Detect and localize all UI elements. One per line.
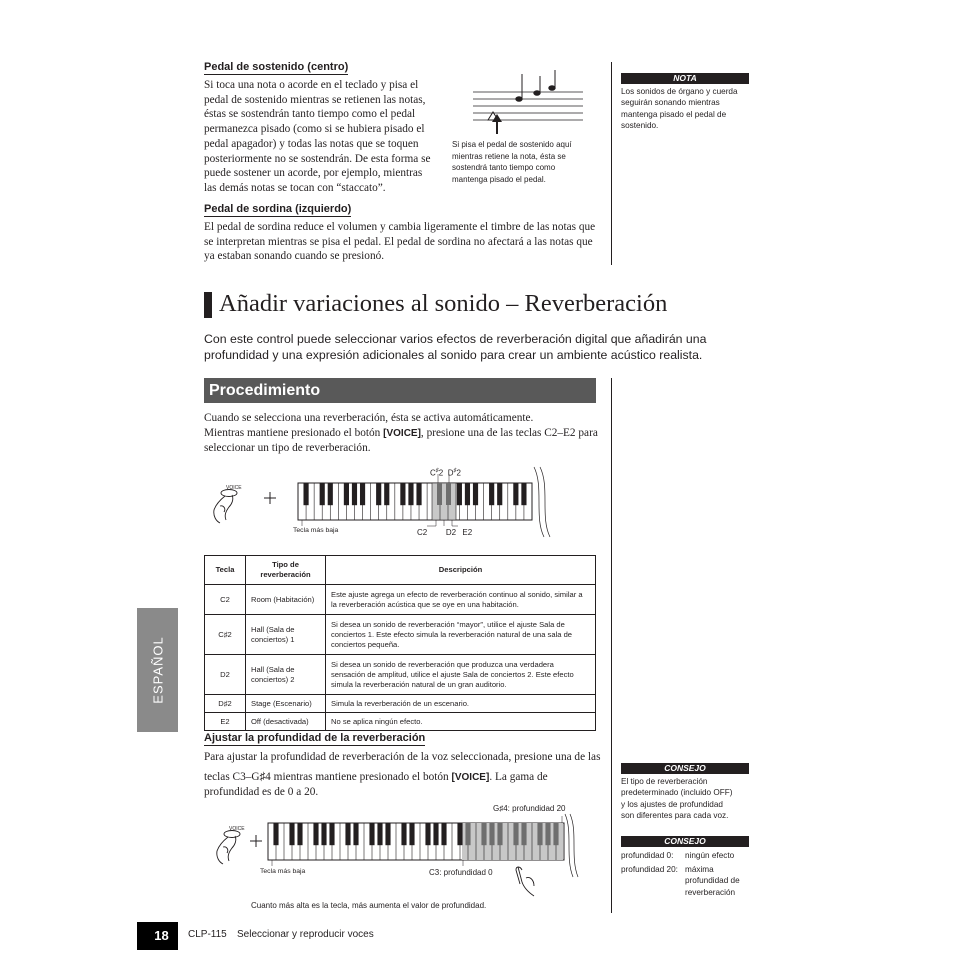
table-row: E2 Off (desactivada) No se aplica ningún efecto. <box>205 713 596 731</box>
table-header-row <box>205 556 596 585</box>
procedimiento-text: Cuando se selecciona una reverberación, ésta se activa automáticamente. Mientras mantiene presionado el botón [VOICE], presione una de las teclas C2–E2 para seleccionar un tipo de reverberación. <box>204 412 598 455</box>
section-title-marker <box>204 292 212 318</box>
table-row: C2 Room (Habitación) Este ajuste agrega un efecto de reverberación continuo al sonido, similar a la reverberación acústica que se oye en una habitación. <box>205 585 596 615</box>
consejo2-label: CONSEJO <box>621 836 749 847</box>
keyboard-diagram-reverb-type <box>204 462 554 540</box>
consejo2-row1-label: profundidad 0: <box>621 851 674 860</box>
ajustar-heading: Ajustar la profundidad de la reverberación <box>204 732 426 744</box>
consejo2-row1-value: ningún efecto <box>685 851 735 860</box>
page-number: 18 <box>154 928 169 943</box>
column-divider-top <box>611 62 612 265</box>
consejo1-text: El tipo de reverberación predeterminado (incluido OFF) y los ajustes de profundidad son diferentes para cada voz. <box>621 777 733 820</box>
table-row: D2 Hall (Sala de conciertos) 2 Si desea un sonido de reverberación que produzca una verdadera sensación de amplitud, utilice el ajuste Sala de conciertos 2. Este efecto simula la reverberación natural de un gran auditorio. <box>205 655 596 695</box>
sostenido-text: Si toca una nota o acorde en el teclado y pisa el pedal de sostenido mientras se retienen las notas, éstas se sostendrán tanto tiempo como el pedal permanezca pisado (como si se hubiera pisado el pedal apagador) y todas las notas que se toquen posteriormente no se sostendrán. De esta forma se puede sostener un acorde, por ejemplo, mientras las demás notas se tocan con “staccato”. <box>204 79 431 194</box>
footer-model: CLP-115 <box>188 929 227 940</box>
sostenido-heading: Pedal de sostenido (centro) <box>204 61 349 73</box>
sostenuto-caption: Si pisa el pedal de sostenido aquí mientras retiene la nota, ésta se sostendrá tanto tiempo como mantenga pisado el pedal. <box>452 140 572 184</box>
keyboard2-bottom-label: C3: profundidad 0 <box>429 868 493 877</box>
table-header: Tipo de reverberación <box>246 556 326 585</box>
reverb-table <box>204 555 596 731</box>
sordina-text: El pedal de sordina reduce el volumen y cambia ligeramente el timbre de las notas que se interpretan mientras se pisa el pedal. El pedal de sordina no afectará a las notas que ya estaban sonando cuando se presionó. <box>204 221 596 263</box>
sordina-heading: Pedal de sordina (izquierdo) <box>204 203 352 215</box>
keyboard-diagram-reverb-depth <box>204 812 584 900</box>
page-number-box <box>137 922 178 950</box>
section-intro: Con este control puede seleccionar varios efectos de reverberación digital que añadirán una profundidad y una expresión adicionales al sonido para crear un ambiente acústico realista. <box>204 332 707 362</box>
keyboard2-lowest-key: Tecla más baja <box>260 868 306 875</box>
table-row: D♯2 Stage (Escenario) Simula la reverberación de un escenario. <box>205 695 596 713</box>
keyboard1-top-labels: C♯2 D♯2 <box>430 468 461 478</box>
procedimiento-banner: Procedimiento <box>204 378 596 403</box>
keyboard2-voice-label: VOICE <box>229 826 245 832</box>
side-tab-label: ESPAÑOL <box>150 636 165 704</box>
consejo2-row2-value: máxima profundidad de reverberación <box>685 865 740 897</box>
table-header: Tecla <box>205 556 246 585</box>
sostenuto-staff-illustration <box>468 66 588 138</box>
section-title: Añadir variaciones al sonido – Reverberación <box>219 290 668 317</box>
side-tab <box>137 608 178 732</box>
table-row: C♯2 Hall (Sala de conciertos) 1 Si desea un sonido de reverberación “mayor”, utilice el ajuste Sala de conciertos 1. Este efecto simula la reverberación natural de una sala de conciertos pequeña. <box>205 615 596 655</box>
column-divider-bottom <box>611 378 612 913</box>
keyboard1-lowest-key: Tecla más baja <box>293 527 339 534</box>
ajustar-text: Para ajustar la profundidad de reverberación de la voz seleccionada, presione una de las teclas C3–G♯4 mientras mantiene presionado el botón [VOICE]. La gama de profundidad es de 0 a 20. <box>204 751 601 799</box>
keyboard1-voice-label: VOICE <box>226 485 242 491</box>
table-header: Descripción <box>326 556 596 585</box>
keyboard2-top-label: G♯4: profundidad 20 <box>493 804 566 813</box>
keyboard1-bottom-labels: C2 D2 E2 <box>417 528 473 537</box>
consejo1-label: CONSEJO <box>621 763 749 774</box>
consejo2-row2-label: profundidad 20: <box>621 865 678 874</box>
footer-chapter: Seleccionar y reproducir voces <box>237 929 374 940</box>
nota-text: Los sonidos de órgano y cuerda seguirán sonando mientras mantenga pisado el pedal de sostenido. <box>621 87 738 130</box>
keyboard2-caption: Cuanto más alta es la tecla, más aumenta el valor de profundidad. <box>251 901 487 910</box>
nota-label: NOTA <box>621 73 749 84</box>
